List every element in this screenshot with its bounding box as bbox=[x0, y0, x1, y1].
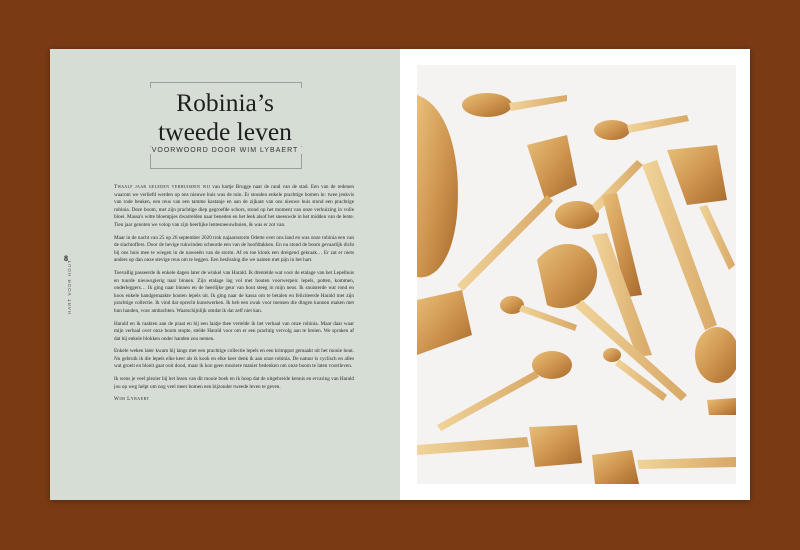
page-number: 8 bbox=[64, 254, 68, 263]
foreword-byline: VOORWOORD DOOR WIM LYBAERT bbox=[140, 147, 310, 154]
log-shape bbox=[417, 95, 458, 277]
body-text bbox=[114, 184, 354, 409]
wooden-spoons-photo bbox=[417, 65, 736, 484]
paragraph-3: Toevallig passeerde ik enkele dagen later de winkel van Harald. Ik drentelde wat voor de etalage van het Lepelhuis en tuurde nieuwsgierig naar binnen. Zijn etalage lag vol met houten voorwerpen: lepels, potten, kommen, onderleggers… Ik ging naar binnen en de heerlijke geur van hout steeg in mijn neus. Ik snuisterde wat rond en koos enkele handgemaakte houten lepels uit. Ik ging naar de kassa om te betalen en feliciteerde Harald met zijn prachtige collectie. Ik vind dat oprecht kunstwerken. Ik heb een zwak voor mensen die dingen kunnen maken met hun handen, voor ambachten. Waarschijnlijk omdat ik dat zelf niet kan. bbox=[114, 269, 354, 314]
left-page bbox=[50, 49, 400, 500]
paragraph-1 bbox=[114, 184, 354, 230]
paragraph-5: Enkele weken later kwam hij langs met een prachtige collectie lepels en een krimppot gemaakt uit het mooie hout. Nu gebruik ik die lepels elke keer als ik kook en elke keer denk ik aan onze robinia. De natuur is cyclisch en alles wat groeit en bloeit gaat ooit dood, maar ik kon geen mooiere manier bedenken om onze boom te laten voortleven. bbox=[114, 348, 354, 370]
paragraph-text: van hartje Brugge naar de rand van de stad. Een van de redenen waarom we verliefd werden op ons nieuwe huis was de tuin. Er stonden enkele prachtige bomen in: twee jeukvis van rode beuken, een reus van een tamme kastanje en aan de zijkant van ons nieuwe huis stond een prachtige robinia. Deze boom, met zijn prachtige diep gegroefde schors, stond op het moment van onze verhuizing in volle bloei. Massa's witte bloempjes dwarrelden naar beneden en het leek alsof het sneeuwde in het midden van de lente. Tien jaar genoten we volop van zijn heerlijke lentesneeuwbuien, & was er zot van. bbox=[114, 184, 354, 228]
right-page bbox=[400, 49, 750, 500]
lead-in: Twaalf jaar geleden verhuisden wij bbox=[114, 184, 211, 190]
page-title bbox=[130, 88, 320, 146]
paragraph-6: Ik wens je veel plezier bij het lezen van dit mooie boek en ik hoop dat de uitgebreide kennis en ervaring van Harald jou op weg helpt om nog veel meer bomen een bijzonder tweede leven te geven. bbox=[114, 376, 354, 390]
title-line-1: Robinia’s bbox=[176, 88, 274, 117]
running-head: HART VOOR HOUT bbox=[67, 259, 72, 314]
spoons-illustration bbox=[417, 65, 736, 484]
paragraph-2: Maar in de nacht van 25 op 26 september 2020 trok najaarsstorm Odette over ons land en was onze robinia een van de slachtoffers. Door de hevige rukwinden scheurde een van de hoofdtakken. En nu stond de boom gevaarlijk dicht bij ons huis mee te wiegen in de naweeën van de storm. Af en toe klonk een dreigend gekraak… Er zat er niets anders op dan onze stevige reus om te leggen. Een beslissing die we namen met pijn in het hart. bbox=[114, 234, 354, 264]
paragraph-4: Harald en ik raakten aan de praat en bij een laatje thee vertelde ik het verhaal van onze robinia. Maar daar waar mijn verhaal over onze boom stopte, stelde Harald voor om er een prachtig vervolg aan te breien. We spraken af dat hij enkele blokken onder handen zou nemen. bbox=[114, 320, 354, 342]
title-line-2: tweede leven bbox=[158, 117, 292, 146]
book-spread bbox=[50, 49, 750, 500]
signature: Wim Lybaert bbox=[114, 396, 150, 403]
